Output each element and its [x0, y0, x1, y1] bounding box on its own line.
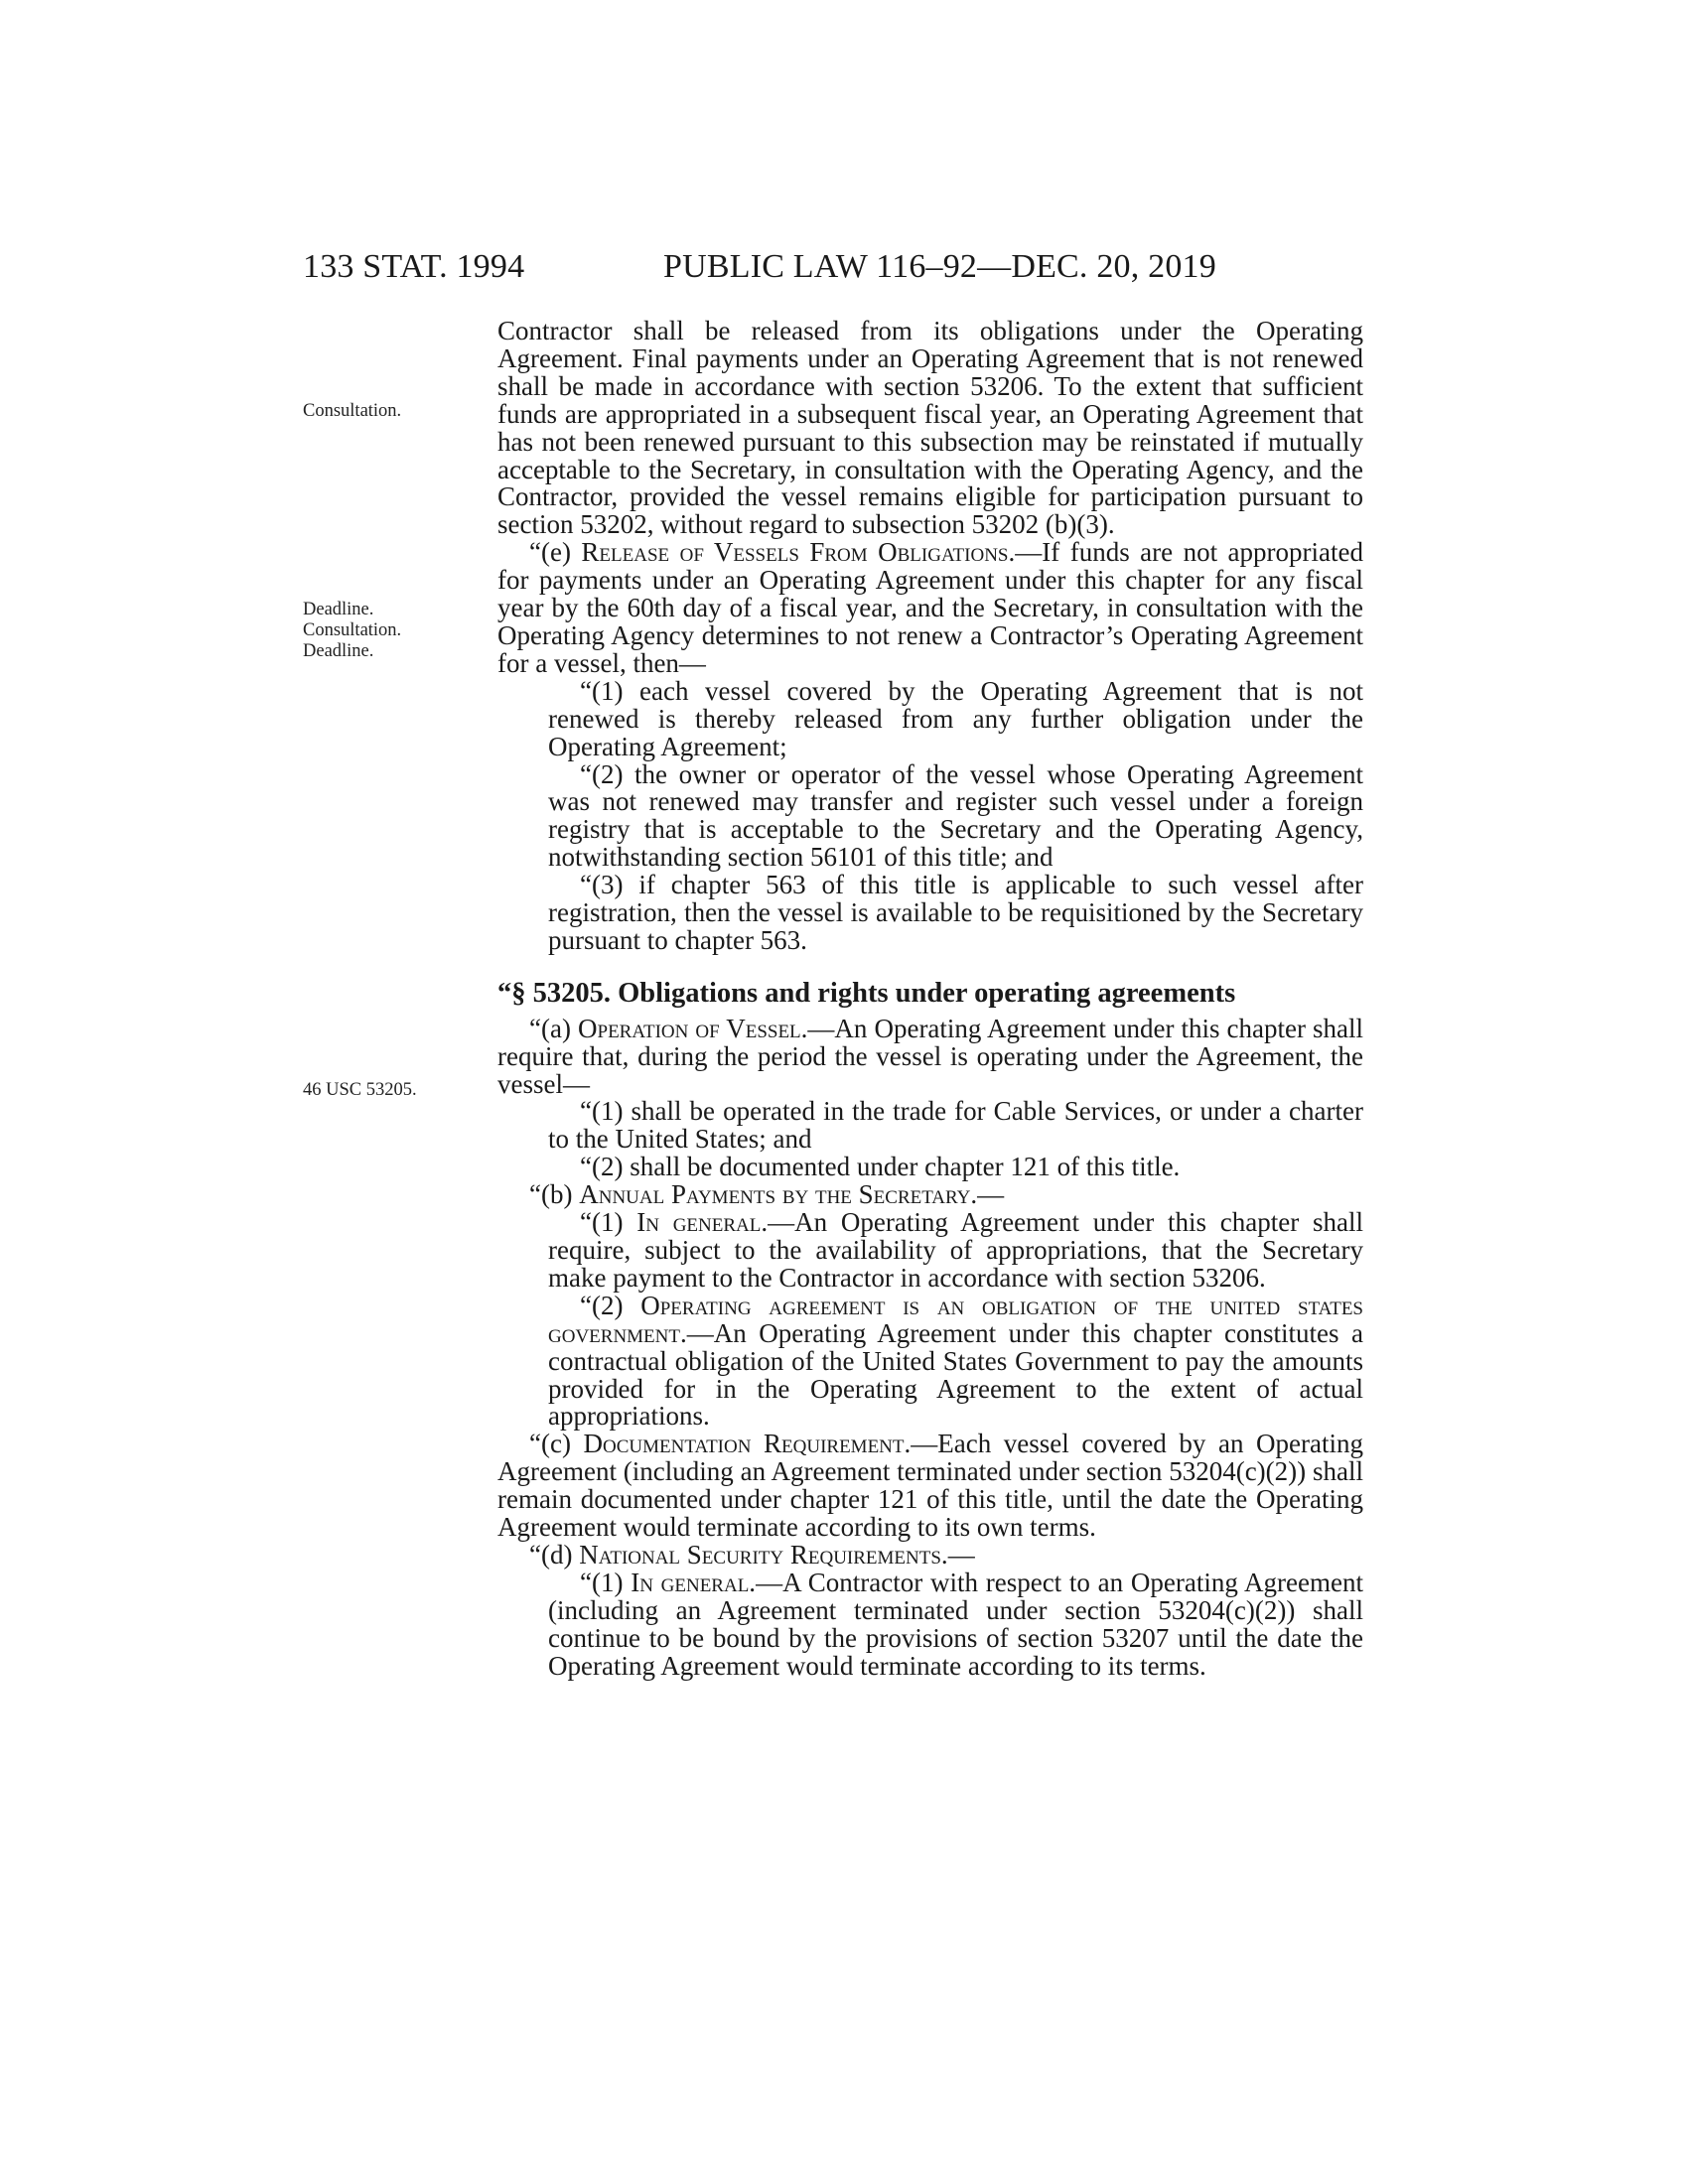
margin-note-deadline: Deadline. — [303, 600, 374, 619]
subsection-a: “(a) Operation of Vessel.—An Operating Agreement under this chapter shall require that, during the period the vessel is operating under the Agreement, the vessel— — [497, 1013, 1363, 1099]
page-number-stat: 133 STAT. 1994 — [303, 248, 525, 285]
subsection-b: “(b) Annual Payments by the Secretary.— — [529, 1179, 1005, 1210]
running-header: PUBLIC LAW 116–92—DEC. 20, 2019 — [663, 248, 1216, 285]
paragraph-heading: In general. — [631, 1567, 757, 1597]
subsection-c: “(c) Documentation Requirement.—Each vessel covered by an Operating Agreement (including an Agreement terminated under section 53204(c)(2)) shall remain documented under chapter 121 of this title, until the date the Operating Agreement would terminate according to its own terms. — [497, 1429, 1363, 1543]
paragraph-e1: “(1) each vessel covered by the Operating Agreement that is not renewed is thereby released from any further obligation under the Operating Agreement; — [548, 675, 1363, 761]
paragraph-e2: “(2) the owner or operator of the vessel whose Operating Agreement was not renewed may transfer and register such vessel under a foreign registry that is acceptable to the Secretary and the Operating Agency, notwithstanding section 56101 of this title; and — [548, 758, 1363, 873]
subsection-heading: Release of Vessels From Obligations. — [581, 537, 1016, 568]
subsection-heading: Documentation Requirement. — [583, 1429, 912, 1459]
paragraph-d1: “(1) In general.—A Contractor with respect to an Operating Agreement (including an Agreement terminated under section 53204(c)(2)) shall continue to be bound by the provisions of section 53207 until the date the Operating Agreement would terminate according to its terms. — [548, 1567, 1364, 1681]
paragraph-a1: “(1) shall be operated in the trade for Cable Services, or under a charter to the United States; and — [548, 1096, 1363, 1155]
subsection-e: “(e) Release of Vessels From Obligations.—If funds are not appropriated for payments under an Operating Agreement under this chapter for any fiscal year by the 60th day of a fiscal year, and the Secretary, in consultation with the Operating Agency determines to not renew a Contractor’s Operating Agreement for a vessel, then— — [497, 537, 1363, 678]
margin-note-deadline: Deadline. — [303, 641, 374, 661]
main-text — [497, 318, 1363, 1681]
paragraph-heading: Operating agreement is an obligation of the united states government. — [548, 1290, 1363, 1348]
paragraph-e3: “(3) if chapter 563 of this title is applicable to such vessel after registration, then the vessel is available to be requisitioned by the Secretary pursuant to chapter 563. — [548, 870, 1363, 955]
margin-note-consultation: Consultation. — [303, 401, 402, 421]
paragraph-b2: “(2) Operating agreement is an obligation of the united states government.—An Operating Agreement under this chapter constitutes a contractual obligation of the United States Government to pay the amounts provided for in the Operating Agreement to the extent of actual appropriations. — [548, 1290, 1363, 1432]
margin-note-usc-citation: 46 USC 53205. — [303, 1080, 417, 1100]
subsection-heading: Annual Payments by the Secretary. — [579, 1179, 978, 1210]
section-heading: “§ 53205. Obligations and rights under operating agreements — [497, 977, 1236, 1009]
paragraph-a2: “(2) shall be documented under chapter 121 of this title. — [580, 1152, 1181, 1182]
paragraph-b1: “(1) In general.—An Operating Agreement under this chapter shall require, subject to the availability of appropriations, that the Secretary make payment to the Contractor in accordance with section 53206. — [548, 1207, 1363, 1293]
margin-note-consultation: Consultation. — [303, 620, 402, 640]
paragraph-heading: In general. — [636, 1207, 769, 1238]
subsection-d: “(d) National Security Requirements.— — [529, 1539, 975, 1570]
subsection-heading: National Security Requirements. — [579, 1539, 948, 1570]
subsection-heading: Operation of Vessel. — [578, 1013, 808, 1043]
paragraph-continuation: Contractor shall be released from its obligations under the Operating Agreement. Final payments under an Operating Agreement that is not renewed shall be made in accordance with section 53206. To the extent that sufficient funds are appropriated in a subsequent fiscal year, an Operating Agreement that has not been renewed pursuant to this subsection may be reinstated if mutually acceptable to the Secretary, in consultation with the Operating Agency, and the Contractor, provided the vessel remains eligible for participation pursuant to section 53202, without regard to subsection 53202 (b)(3). — [497, 316, 1363, 540]
